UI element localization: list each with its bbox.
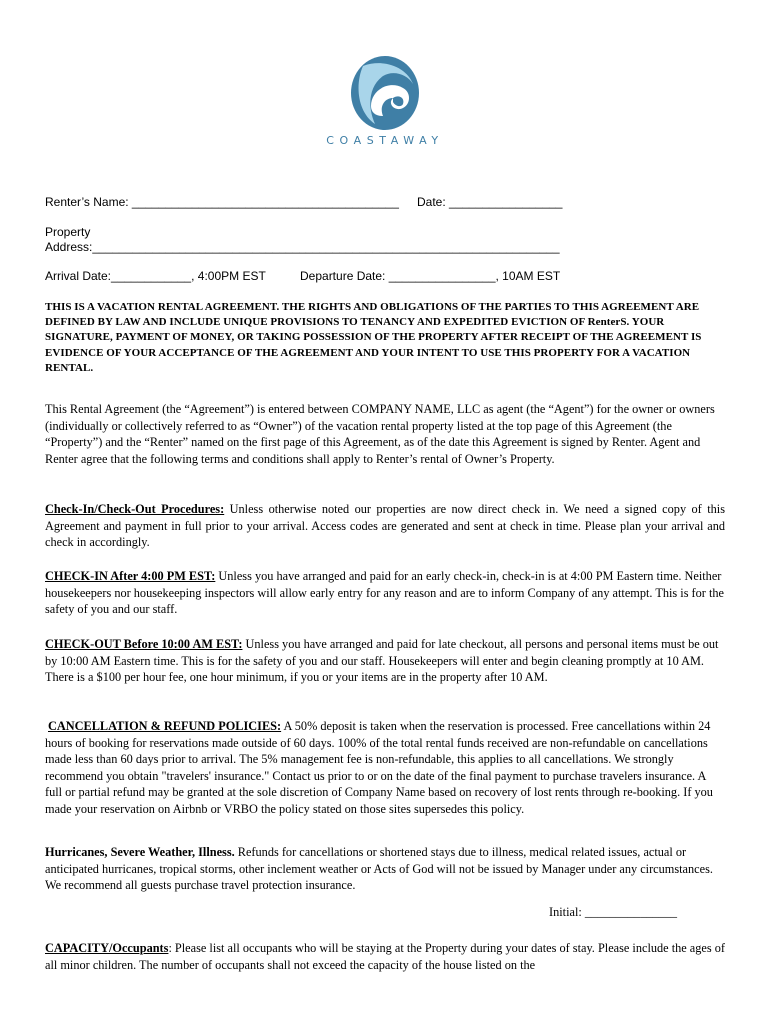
intro-paragraph: This Rental Agreement (the “Agreement”) is entered between COMPANY NAME, LLC as agent (the “Agent”) for the owner or owners (individually or collectively referred to as “Owner”) of the vacation rental property listed at the top page of this Agreement (the “Property”) and the “Renter” named on the first page of this Agreement, as of the date this Agreement is signed by Renter. Agent and Renter agree that the following terms and conditions shall apply to Renter’s rental of Owner’s Property. <box>45 402 715 466</box>
departure-date-field: Departure Date: ________________, 10AM EST <box>300 269 561 283</box>
legal-notice: THIS IS A VACATION RENTAL AGREEMENT. THE RIGHTS AND OBLIGATIONS OF THE PARTIES TO THIS AGREEMENT ARE DEFINED BY LAW AND INCLUDE UNIQUE PROVISIONS TO TENANCY AND EXPEDITED EVICTION OF RenterS. YOUR SIGNATURE, PAYMENT OF MONEY, OR TAKING POSSESSION OF THE PROPERTY AFTER RECEIPT OF THE AGREEMENT IS EVIDENCE OF YOUR ACCEPTANCE OF THE AGREEMENT AND YOUR INTENT TO USE THIS PROPERTY FOR A VACATION RENTAL. <box>45 301 702 374</box>
arrival-date-field: Arrival Date:____________, 4:00PM EST <box>45 269 266 283</box>
hurricanes-body: Refunds for cancellations or shortened stays due to illness, medical related issues, actual or anticipated hurricanes, tropical storms, other inclement weather or Acts of God will not be issued by Manager under any circumstances. We recommend all guests purchase travel protection insurance. <box>45 845 713 893</box>
initial-field: Initial: _______________ <box>549 905 678 919</box>
checkin-heading: CHECK-IN After 4:00 PM EST: <box>45 569 216 583</box>
cancellation-paragraph <box>45 718 725 818</box>
checkin-paragraph <box>45 568 725 618</box>
coastaway-logo <box>310 54 460 147</box>
hurricanes-heading: Hurricanes, Severe Weather, Illness. <box>45 845 235 859</box>
procedures-heading: Check-In/Check-Out Procedures: <box>45 502 225 516</box>
date-field: Date: _________________ <box>417 195 563 209</box>
cancellation-heading: CANCELLATION & REFUND POLICIES: <box>48 719 282 733</box>
hurricanes-paragraph <box>45 844 725 894</box>
procedures-body: Unless otherwise noted our properties are now direct check in. We need a signed copy of this Agreement and payment in full prior to your arrival. Access codes are generated and sent at check in time. Please plan your arrival and check in accordingly. <box>45 502 725 550</box>
wave-logo-icon <box>349 54 421 132</box>
procedures-paragraph <box>45 501 725 551</box>
checkin-body: Unless you have arranged and paid for an early check-in, check-in is at 4:00 PM Eastern time. Neither housekeepers nor housekeeping inspectors will allow early entry for any reason and are to inform Company of any attempt. This is for the safety of you and our staff. <box>45 569 724 617</box>
brand-wordmark: COASTAWAY <box>326 134 444 147</box>
checkout-heading: CHECK-OUT Before 10:00 AM EST: <box>45 637 243 651</box>
capacity-heading: CAPACITY/Occupants <box>45 941 169 955</box>
capacity-body: : Please list all occupants who will be staying at the Property during your dates of stay. Please include the ages of all minor children. The number of occupants shall not exceed the capacity of the house listed on the <box>45 941 725 972</box>
cancellation-body: A 50% deposit is taken when the reservation is processed. Free cancellations within 24 hours of booking for reservations made outside of 60 days. 100% of the total rental funds received are non-refundable on cancellations made less than 60 days prior to arrival. The 5% management fee is non-refundable, this applies to all cancellations. We strongly recommend you obtain "travelers' insurance." Contact us prior to or on the date of the final payment to purchase travelers insurance. A full or partial refund may be granted at the sole discretion of Company Name based on recovery of lost rents through re-booking. If you made your reservation on Airbnb or VRBO the policy stated on those sites supersedes this policy. <box>45 719 713 816</box>
renter-name-field: Renter’s Name: ________________________________________ <box>45 195 399 209</box>
property-label: Property <box>45 225 91 239</box>
checkout-body: Unless you have arranged and paid for late checkout, all persons and personal items must be out by 10:00 AM Eastern time. This is for the safety of you and our staff. Housekeepers will enter and begin cleaning promptly at 10 AM. There is a $100 per hour fee, one hour minimum, if you or your items are in the property after 10 AM. <box>45 637 719 685</box>
address-field: Address:______________________________________________________________________ <box>45 240 560 254</box>
checkout-paragraph <box>45 636 725 686</box>
capacity-paragraph <box>45 940 725 973</box>
